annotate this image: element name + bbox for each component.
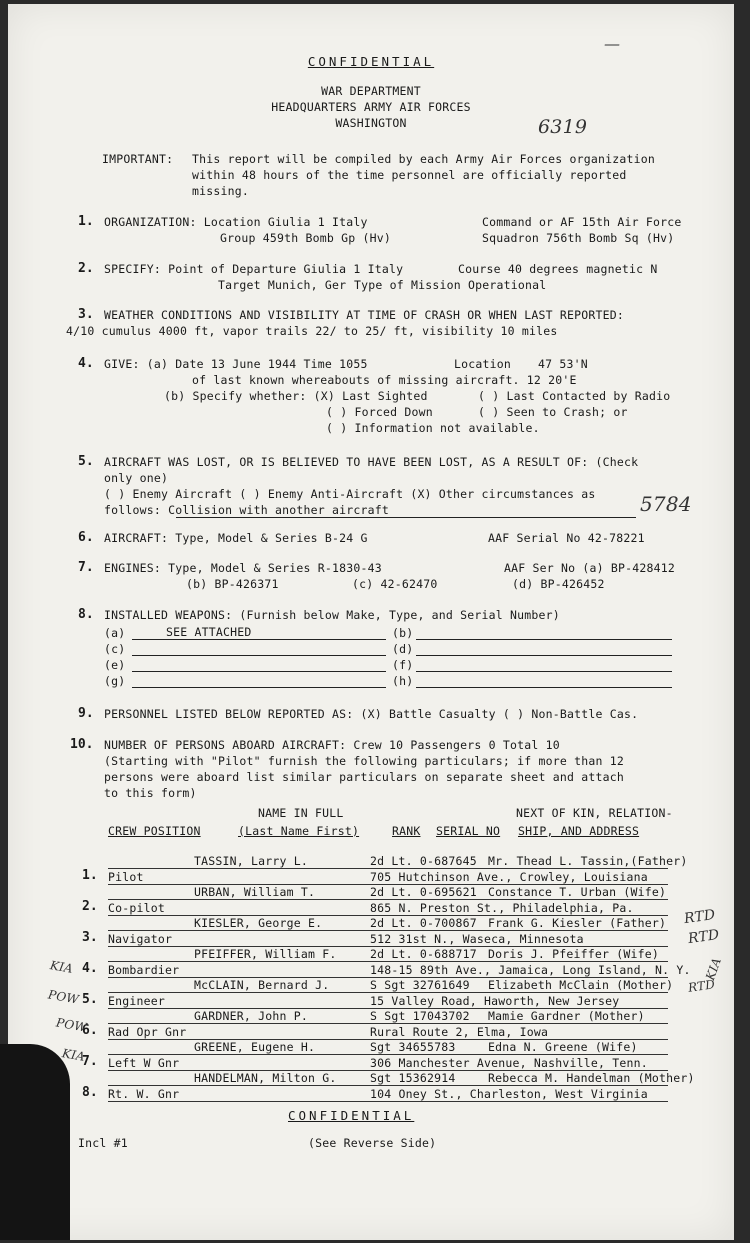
crew-row-rule [108,1054,668,1055]
hq-aaf: HEADQUARTERS ARMY AIR FORCES [271,100,471,114]
left-note-2: POW [47,987,80,1007]
weapon-line-h [416,687,672,688]
crew-row-number: 8. [82,1085,98,1100]
crew-rank-serial: 2d Lt. 0-700867 [370,916,477,930]
specify-seen-crash: ( ) Seen to Crash; or [478,405,628,419]
item-5-number: 5. [78,454,94,469]
important-label: IMPORTANT: [102,152,174,166]
scan-stain [0,1044,70,1240]
target: Target Munich, Ger [218,278,347,292]
crew-position: Rad Opr Gnr [108,1025,187,1039]
point-of-departure: SPECIFY: Point of Departure Giulia 1 Italy [104,262,404,276]
loss-cause-check-one: only one) [104,471,169,485]
crew-name: TASSIN, Larry L. [194,854,308,868]
crew-nok-head: NEXT OF KIN, RELATION- [516,806,673,820]
weapon-line-e [132,671,386,672]
crew-position: Bombardier [108,963,180,977]
persons-aboard: NUMBER OF PERSONS ABOARD AIRCRAFT: Crew 10 Passengers 0 Total 10 [104,738,560,752]
col-rank: RANK [392,824,421,838]
crew-name: GARDNER, John P. [194,1009,308,1023]
loss-cause-heading: AIRCRAFT WAS LOST, OR IS BELIEVED TO HAVE BEEN LOST, AS A RESULT OF: (Check [104,455,639,469]
weapon-line-f [416,671,672,672]
crew-next-of-kin: Rebecca M. Handelman (Mother) [488,1071,695,1085]
weapon-label-d: (d) [392,642,414,656]
crew-next-of-kin: Constance T. Urban (Wife) [488,885,667,899]
weapon-label-a: (a) [104,626,126,640]
weapon-label-g: (g) [104,674,126,688]
persons-instructions-3: to this form) [104,786,197,800]
crew-rank-serial: S Sgt 17043702 [370,1009,470,1023]
war-department: WAR DEPARTMENT [321,84,421,98]
crew-address: Rural Route 2, Elma, Iowa [370,1025,549,1039]
weapon-line-g [132,687,386,688]
crew-row-number: 5. [82,992,98,1007]
weapon-label-f: (f) [392,658,414,672]
crew-position: Engineer [108,994,165,1008]
crew-address: 15 Valley Road, Haworth, New Jersey [370,994,620,1008]
give-latitude: 47 53'N [538,357,588,371]
crew-name: KIESLER, George E. [194,916,323,930]
col-nok: SHIP, AND ADDRESS [518,824,640,838]
crew-row-number: 7. [82,1054,98,1069]
col-name: (Last Name First) [238,824,360,838]
crew-row-rule [108,1085,668,1086]
weapon-line-d [416,655,672,656]
important-line-1: This report will be compiled by each Army Air Forces organization [192,152,656,166]
crew-rank-serial: Sgt 15362914 [370,1071,456,1085]
left-note-1: KIA [48,958,75,976]
specify-not-available: ( ) Information not available. [326,421,540,435]
item-6-number: 6. [78,530,94,545]
course: Course 40 degrees magnetic N [458,262,658,276]
margin-note-3: KIA [702,955,725,983]
organization-group: Group 459th Bomb Gp (Hv) [220,231,391,245]
item-4-number: 4. [78,356,94,371]
crew-row-rule [108,868,668,869]
weapon-label-b: (b) [392,626,414,640]
weapon-value-a: SEE ATTACHED [166,625,252,639]
see-reverse: (See Reverse Side) [308,1136,437,1150]
mission-type: Type of Mission Operational [354,278,547,292]
weapon-line-a [132,639,386,640]
weapon-label-h: (h) [392,674,414,688]
weather-heading: WEATHER CONDITIONS AND VISIBILITY AT TIME OF CRASH OR WHEN LAST REPORTED: [104,308,625,322]
margin-note-4: RTD [687,977,716,995]
confidential-footer: CONFIDENTIAL [288,1108,415,1123]
crew-name: URBAN, William T. [194,885,316,899]
crew-row-number: 3. [82,930,98,945]
crew-address: 306 Manchester Avenue, Nashville, Tenn. [370,1056,648,1070]
crew-position: Navigator [108,932,173,946]
engines-type: ENGINES: Type, Model & Series R-1830-43 [104,561,382,575]
crew-position: Rt. W. Gnr [108,1087,180,1101]
left-note-4: KIA [60,1046,87,1064]
crew-row-rule [108,930,668,931]
specify-forced-down: ( ) Forced Down [326,405,433,419]
crew-row-number: 4. [82,961,98,976]
aircraft-type: AIRCRAFT: Type, Model & Series B-24 G [104,531,368,545]
weather-details: 4/10 cumulus 4000 ft, vapor trails 22/ to 25/ ft, visibility 10 miles [66,324,558,338]
corner-mark: — [604,34,621,53]
crew-rank-serial: S Sgt 32761649 [370,978,470,992]
crew-row-rule [108,1101,668,1102]
crew-name: McCLAIN, Bernard J. [194,978,330,992]
persons-instructions-1: (Starting with "Pilot" furnish the following particulars; if more than 12 [104,754,625,768]
crew-name-head: NAME IN FULL [258,806,344,820]
col-serial: SERIAL NO [436,824,501,838]
item-1-number: 1. [78,214,94,229]
report-page [8,4,734,1240]
crew-next-of-kin: Mamie Gardner (Mother) [488,1009,645,1023]
persons-instructions-2: persons were aboard list similar particulars on separate sheet and attach [104,770,625,784]
personnel-reported-as: PERSONNEL LISTED BELOW REPORTED AS: (X) Battle Casualty ( ) Non-Battle Cas. [104,707,639,721]
organization-location: ORGANIZATION: Location Giulia 1 Italy [104,215,368,229]
crew-position: Pilot [108,870,144,884]
weapon-line-c [132,655,386,656]
crew-next-of-kin: Elizabeth McClain (Mother) [488,978,674,992]
document-number: 6319 [538,116,588,138]
crew-address: 104 Oney St., Charleston, West Virginia [370,1087,648,1101]
aircraft-serial: AAF Serial No 42-78221 [488,531,645,545]
crew-name: HANDELMAN, Milton G. [194,1071,337,1085]
crew-row-rule [108,899,668,900]
organization-command: Command or AF 15th Air Force [482,215,682,229]
crew-rank-serial: 2d Lt. 0-688717 [370,947,477,961]
crew-address: 512 31st N., Waseca, Minnesota [370,932,584,946]
give-date-time: GIVE: (a) Date 13 June 1944 Time 1055 [104,357,368,371]
crew-name: GREENE, Eugene H. [194,1040,316,1054]
item-9-number: 9. [78,706,94,721]
organization-squadron: Squadron 756th Bomb Sq (Hv) [482,231,675,245]
important-line-3: missing. [192,184,249,198]
loss-cause-collision: follows: Collision with another aircraft [104,503,389,517]
specify-radio: ( ) Last Contacted by Radio [478,389,671,403]
crew-next-of-kin: Doris J. Pfeiffer (Wife) [488,947,659,961]
last-known-whereabouts: of last known whereabouts of missing aircraft. 12 20'E [192,373,577,387]
crew-row-number: 1. [82,868,98,883]
weapon-label-c: (c) [104,642,126,656]
crew-rank-serial: Sgt 34655783 [370,1040,456,1054]
item-3-number: 3. [78,307,94,322]
item-8-number: 8. [78,607,94,622]
crew-next-of-kin: Edna N. Greene (Wife) [488,1040,638,1054]
crew-address: 148-15 89th Ave., Jamaica, Long Island, N. Y. [370,963,691,977]
margin-note-1: RTD [683,906,717,928]
washington: WASHINGTON [335,116,407,130]
crew-row-number: 6. [82,1023,98,1038]
item-7-number: 7. [78,560,94,575]
crew-address: 705 Hutchinson Ave., Crowley, Louisiana [370,870,648,884]
crew-rank-serial: 2d Lt. 0-687645 [370,854,477,868]
item-2-number: 2. [78,261,94,276]
col-crew-position: CREW POSITION [108,824,201,838]
give-location-label: Location [454,357,511,371]
crew-position: Co-pilot [108,901,165,915]
crew-name: PFEIFFER, William F. [194,947,337,961]
specify-last-sighted: (b) Specify whether: (X) Last Sighted [164,389,428,403]
crew-next-of-kin: Frank G. Kiesler (Father) [488,916,667,930]
crew-next-of-kin: Mr. Thead L. Tassin,(Father) [488,854,688,868]
crew-row-rule [108,1023,668,1024]
engine-serial-a: AAF Ser No (a) BP-428412 [504,561,675,575]
margin-note-2: RTD [687,926,721,948]
loss-cause-options: ( ) Enemy Aircraft ( ) Enemy Anti-Aircraft (X) Other circumstances as [104,487,596,501]
crew-row-number: 2. [82,899,98,914]
item-10-number: 10. [70,737,94,752]
crew-row-rule [108,992,668,993]
engine-serial-c: (c) 42-62470 [352,577,438,591]
crew-address: 865 N. Preston St., Philadelphia, Pa. [370,901,634,915]
important-line-2: within 48 hours of the time personnel are officially reported [192,168,627,182]
loss-cause-line [176,517,636,518]
inclosure: Incl #1 [78,1136,128,1150]
crew-rank-serial: 2d Lt. 0-695621 [370,885,477,899]
crew-position: Left W Gnr [108,1056,180,1070]
left-note-3: POW [55,1015,88,1035]
crew-row-rule [108,961,668,962]
weapon-line-b [416,639,672,640]
handwritten-5784: 5784 [640,492,692,516]
engine-serial-d: (d) BP-426452 [512,577,605,591]
installed-weapons-heading: INSTALLED WEAPONS: (Furnish below Make, Type, and Serial Number) [104,608,560,622]
engine-serial-b: (b) BP-426371 [186,577,279,591]
confidential-header: CONFIDENTIAL [307,54,435,69]
weapon-label-e: (e) [104,658,126,672]
